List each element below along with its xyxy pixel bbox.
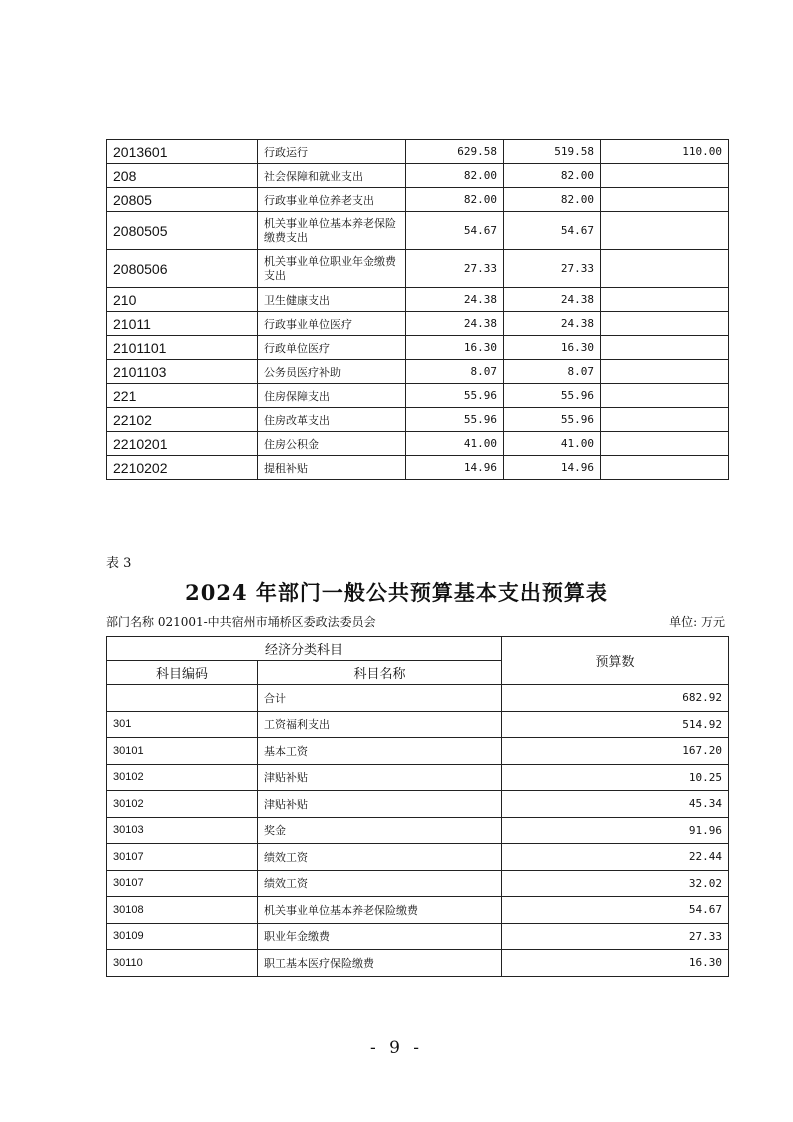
- project-amount-cell: 110.00: [601, 140, 729, 164]
- basic-amount-cell: 16.30: [504, 336, 601, 360]
- subject-name-cell: 职工基本医疗保险缴费: [258, 950, 502, 977]
- subject-code-cell: [107, 685, 258, 712]
- table-label: 表 3: [106, 556, 132, 571]
- basic-amount-cell: 8.07: [504, 360, 601, 384]
- total-amount-cell: 24.38: [406, 312, 504, 336]
- header-subject-code: 科目编码: [107, 661, 258, 685]
- budget-amount-cell: 167.20: [502, 738, 729, 765]
- budget-table-continued: [106, 139, 729, 480]
- table-row: [107, 456, 729, 480]
- subject-code-cell: 30101: [107, 738, 258, 765]
- total-amount-cell: 8.07: [406, 360, 504, 384]
- project-amount-cell: [601, 432, 729, 456]
- unit-label: 单位: 万元: [669, 615, 725, 629]
- budget-amount-cell: 16.30: [502, 950, 729, 977]
- total-amount-cell: 27.33: [406, 250, 504, 288]
- subject-code-cell: 30102: [107, 791, 258, 818]
- subject-code-cell: 2210202: [107, 456, 258, 480]
- project-amount-cell: [601, 336, 729, 360]
- subject-code-cell: 208: [107, 164, 258, 188]
- basic-amount-cell: 27.33: [504, 250, 601, 288]
- subject-name-cell: 合计: [258, 685, 502, 712]
- total-amount-cell: 55.96: [406, 384, 504, 408]
- subject-code-cell: 20805: [107, 188, 258, 212]
- project-amount-cell: [601, 188, 729, 212]
- basic-amount-cell: 82.00: [504, 188, 601, 212]
- subject-name-cell: 基本工资: [258, 738, 502, 765]
- table-row: [107, 844, 729, 871]
- basic-amount-cell: 519.58: [504, 140, 601, 164]
- table-row: [107, 188, 729, 212]
- basic-amount-cell: 82.00: [504, 164, 601, 188]
- subject-name-cell: 绩效工资: [258, 844, 502, 871]
- budget-amount-cell: 91.96: [502, 817, 729, 844]
- budget-amount-cell: 54.67: [502, 897, 729, 924]
- header-subject-name: 科目名称: [258, 661, 502, 685]
- header-economic-classification: 经济分类科目: [107, 637, 502, 661]
- subject-code-cell: 30107: [107, 844, 258, 871]
- table-row: [107, 384, 729, 408]
- project-amount-cell: [601, 384, 729, 408]
- basic-amount-cell: 41.00: [504, 432, 601, 456]
- subject-code-cell: 30107: [107, 870, 258, 897]
- page-title: 2024 年部门一般公共预算基本支出预算表: [185, 580, 608, 605]
- basic-amount-cell: 54.67: [504, 212, 601, 250]
- budget-amount-cell: 10.25: [502, 764, 729, 791]
- subject-code-cell: 301: [107, 711, 258, 738]
- basic-amount-cell: 24.38: [504, 312, 601, 336]
- total-amount-cell: 24.38: [406, 288, 504, 312]
- subject-name-cell: 津贴补贴: [258, 764, 502, 791]
- basic-amount-cell: 14.96: [504, 456, 601, 480]
- subject-code-cell: 210: [107, 288, 258, 312]
- table-row: [107, 408, 729, 432]
- table-row: [107, 250, 729, 288]
- total-amount-cell: 16.30: [406, 336, 504, 360]
- project-amount-cell: [601, 312, 729, 336]
- subject-code-cell: 2080506: [107, 250, 258, 288]
- page-number: - 9 -: [369, 1038, 424, 1058]
- table-row: [107, 140, 729, 164]
- basic-amount-cell: 55.96: [504, 408, 601, 432]
- subject-name-cell: 行政事业单位养老支出: [258, 188, 406, 212]
- subject-name-cell: 行政单位医疗: [258, 336, 406, 360]
- table-row: [107, 312, 729, 336]
- table-row: [107, 738, 729, 765]
- budget-amount-cell: 514.92: [502, 711, 729, 738]
- subject-name-cell: 机关事业单位基本养老保险缴费支出: [258, 212, 406, 250]
- table-row: [107, 923, 729, 950]
- project-amount-cell: [601, 456, 729, 480]
- total-amount-cell: 41.00: [406, 432, 504, 456]
- project-amount-cell: [601, 212, 729, 250]
- budget-amount-cell: 45.34: [502, 791, 729, 818]
- subject-name-cell: 卫生健康支出: [258, 288, 406, 312]
- table-row: [107, 791, 729, 818]
- total-amount-cell: 629.58: [406, 140, 504, 164]
- subject-name-cell: 社会保障和就业支出: [258, 164, 406, 188]
- subject-name-cell: 津贴补贴: [258, 791, 502, 818]
- subject-name-cell: 行政运行: [258, 140, 406, 164]
- subject-name-cell: 机关事业单位职业年金缴费支出: [258, 250, 406, 288]
- subject-name-cell: 职业年金缴费: [258, 923, 502, 950]
- subject-name-cell: 提租补贴: [258, 456, 406, 480]
- department-name: 部门名称 021001-中共宿州市埇桥区委政法委员会: [106, 615, 376, 629]
- total-amount-cell: 54.67: [406, 212, 504, 250]
- subject-name-cell: 行政事业单位医疗: [258, 312, 406, 336]
- subject-name-cell: 绩效工资: [258, 870, 502, 897]
- project-amount-cell: [601, 360, 729, 384]
- subject-code-cell: 30108: [107, 897, 258, 924]
- table-row: [107, 288, 729, 312]
- budget-amount-cell: 32.02: [502, 870, 729, 897]
- subject-name-cell: 住房公积金: [258, 432, 406, 456]
- subject-code-cell: 30102: [107, 764, 258, 791]
- table-row: [107, 870, 729, 897]
- project-amount-cell: [601, 288, 729, 312]
- project-amount-cell: [601, 164, 729, 188]
- subject-name-cell: 住房保障支出: [258, 384, 406, 408]
- subject-code-cell: 22102: [107, 408, 258, 432]
- total-amount-cell: 82.00: [406, 188, 504, 212]
- subject-code-cell: 2013601: [107, 140, 258, 164]
- budget-amount-cell: 682.92: [502, 685, 729, 712]
- table-row: [107, 897, 729, 924]
- project-amount-cell: [601, 408, 729, 432]
- subject-code-cell: 30110: [107, 950, 258, 977]
- subject-code-cell: 2101103: [107, 360, 258, 384]
- total-amount-cell: 14.96: [406, 456, 504, 480]
- total-amount-cell: 82.00: [406, 164, 504, 188]
- basic-expenditure-table: [106, 636, 729, 977]
- subject-code-cell: 21011: [107, 312, 258, 336]
- table-row: [107, 817, 729, 844]
- table-header-row: [107, 637, 729, 661]
- table-row: [107, 711, 729, 738]
- table-row: [107, 432, 729, 456]
- table-row: [107, 212, 729, 250]
- table-row: [107, 764, 729, 791]
- subject-code-cell: 2101101: [107, 336, 258, 360]
- subject-name-cell: 工资福利支出: [258, 711, 502, 738]
- header-budget-amount: 预算数: [502, 637, 729, 685]
- budget-amount-cell: 22.44: [502, 844, 729, 871]
- subject-name-cell: 奖金: [258, 817, 502, 844]
- subject-name-cell: 公务员医疗补助: [258, 360, 406, 384]
- project-amount-cell: [601, 250, 729, 288]
- table-row: [107, 360, 729, 384]
- table-row: [107, 685, 729, 712]
- subject-name-cell: 机关事业单位基本养老保险缴费: [258, 897, 502, 924]
- subject-code-cell: 221: [107, 384, 258, 408]
- total-amount-cell: 55.96: [406, 408, 504, 432]
- basic-amount-cell: 55.96: [504, 384, 601, 408]
- table-row: [107, 336, 729, 360]
- basic-amount-cell: 24.38: [504, 288, 601, 312]
- budget-amount-cell: 27.33: [502, 923, 729, 950]
- table-row: [107, 164, 729, 188]
- subject-code-cell: 30103: [107, 817, 258, 844]
- subject-code-cell: 2210201: [107, 432, 258, 456]
- table-row: [107, 950, 729, 977]
- subject-name-cell: 住房改革支出: [258, 408, 406, 432]
- subject-code-cell: 2080505: [107, 212, 258, 250]
- subject-code-cell: 30109: [107, 923, 258, 950]
